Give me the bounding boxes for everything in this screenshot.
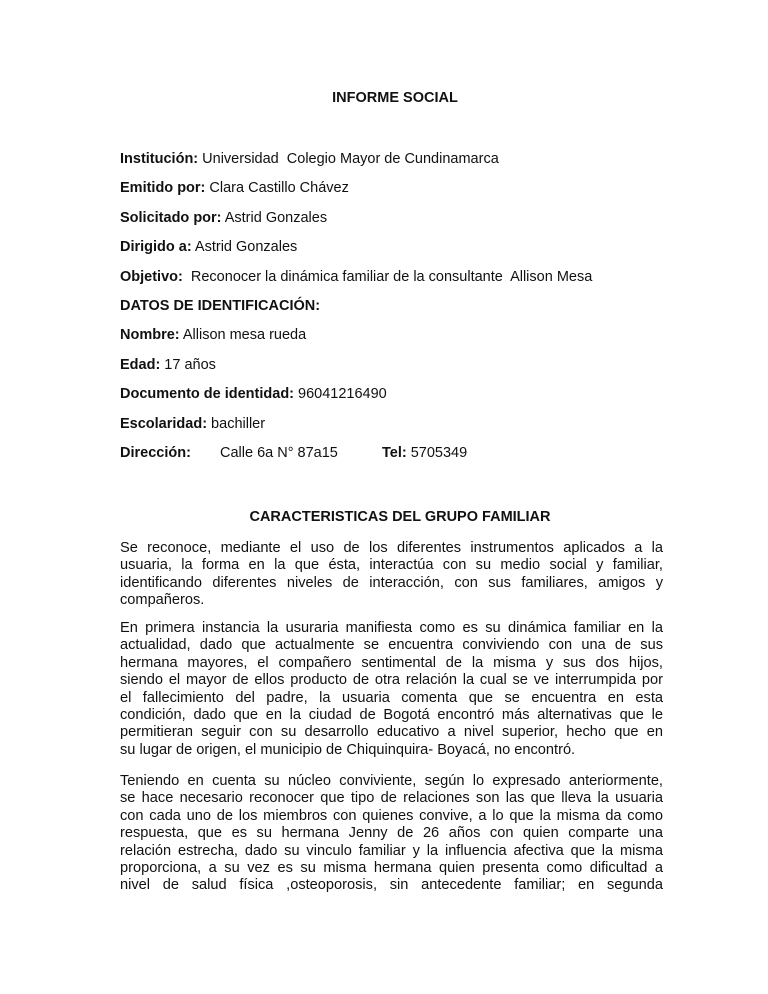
tel-value: 5705349	[406, 445, 468, 461]
paragraph-line: su lugar de origen, el municipio de Chiquinquira- Boyacá, no encontró.	[120, 741, 576, 758]
field-row	[120, 210, 327, 226]
field-value: Calle 6a N° 87a15	[220, 445, 338, 461]
field-address	[120, 445, 468, 461]
paragraph	[120, 540, 663, 610]
field-row	[120, 327, 306, 343]
section-title: CARACTERISTICAS DEL GRUPO FAMILIAR	[249, 509, 551, 525]
paragraph-line: se hace necesario reconocer que tipo de relaciones son las que lleva la usuaria	[120, 790, 663, 807]
field-value: bachiller	[207, 415, 266, 432]
paragraph-line: Se reconoce, mediante el uso de los diferentes instrumentos aplicados a la	[120, 540, 663, 556]
field-label: Escolaridad:	[120, 415, 208, 432]
field-value: Reconocer la dinámica familiar de la consultante Allison Mesa	[182, 268, 593, 285]
paragraph-line: actualidad, dado que actualmente se encuentra conviviendo con una de sus	[120, 637, 663, 654]
field-value: Astrid Gonzales	[221, 209, 328, 226]
field-label: Nombre:	[120, 327, 180, 344]
paragraph-line: permitieran seguir con su desarrollo educativo a nivel superior, hecho que en	[120, 724, 663, 741]
paragraph-line: respuesta, que es su hermana Jenny de 26 años con quien comparte una	[120, 825, 663, 842]
field-row	[120, 180, 349, 196]
field-row	[120, 239, 297, 255]
paragraph-line: hermana mayores, el compañero sentimental de la misma y sus dos hijos,	[120, 654, 663, 671]
field-label: Emitido por:	[120, 180, 206, 197]
field-value: Clara Castillo Chávez	[205, 180, 349, 197]
field-value: Universidad Colegio Mayor de Cundinamarca	[198, 151, 499, 167]
field-label: Dirigido a:	[120, 239, 192, 256]
paragraph-line: En primera instancia la usuraria manifiesta como es su dinámica familiar en la	[120, 620, 663, 636]
paragraph	[120, 620, 663, 759]
paragraph	[120, 773, 663, 895]
field-row	[120, 298, 320, 314]
paragraph-line: identificando diferentes niveles de interacción, con sus familiares, amigos y	[120, 574, 663, 591]
document-title: INFORME SOCIAL	[332, 90, 458, 106]
field-label: Solicitado por:	[120, 209, 222, 226]
field-label: Objetivo:	[120, 268, 183, 285]
field-row	[120, 151, 499, 167]
paragraph-line: compañeros.	[120, 592, 205, 609]
field-row	[120, 416, 265, 432]
paragraph-line: el fallecimiento del padre, la usuaria comenta que se encuentra en esta	[120, 689, 663, 706]
paragraph-line: relación estrecha, dado su vinculo familiar y la influencia afectiva que la misma	[120, 842, 663, 859]
field-label: Edad:	[120, 356, 161, 373]
field-row	[120, 386, 387, 402]
paragraph-line: nivel de salud física ,osteoporosis, sin antecedente familiar; en segunda	[120, 877, 663, 894]
tel-label: Tel:	[382, 445, 407, 461]
field-value: 96041216490	[294, 386, 387, 403]
paragraph-line: usuaria, la forma en la que ésta, interactúa con su medio social y familiar,	[120, 557, 663, 574]
paragraph-line: condición, dado que en la ciudad de Bogotá encontró más alternativas que le	[120, 706, 663, 723]
field-value: 17 años	[160, 356, 216, 373]
field-label: DATOS DE IDENTIFICACIÓN:	[120, 298, 321, 314]
field-row	[120, 357, 216, 373]
paragraph-line: con cada uno de los miembros con quienes convive, a lo que la misma da como	[120, 807, 663, 824]
field-value: Allison mesa rueda	[179, 327, 307, 344]
paragraph-line: Teniendo en cuenta su núcleo conviviente, según lo expresado anteriormente,	[120, 773, 663, 789]
field-label: Documento de identidad:	[120, 386, 294, 403]
paragraph-line: siendo el mayor de ellos producto de otra relación la cual se ve interrumpida por	[120, 672, 663, 689]
field-value: Astrid Gonzales	[191, 239, 298, 256]
field-label: Institución:	[120, 151, 199, 167]
field-label: Dirección:	[120, 445, 191, 461]
field-row	[120, 269, 592, 285]
paragraph-line: proporciona, a su vez es su misma hermana quien presenta como dificultad a	[120, 859, 663, 876]
